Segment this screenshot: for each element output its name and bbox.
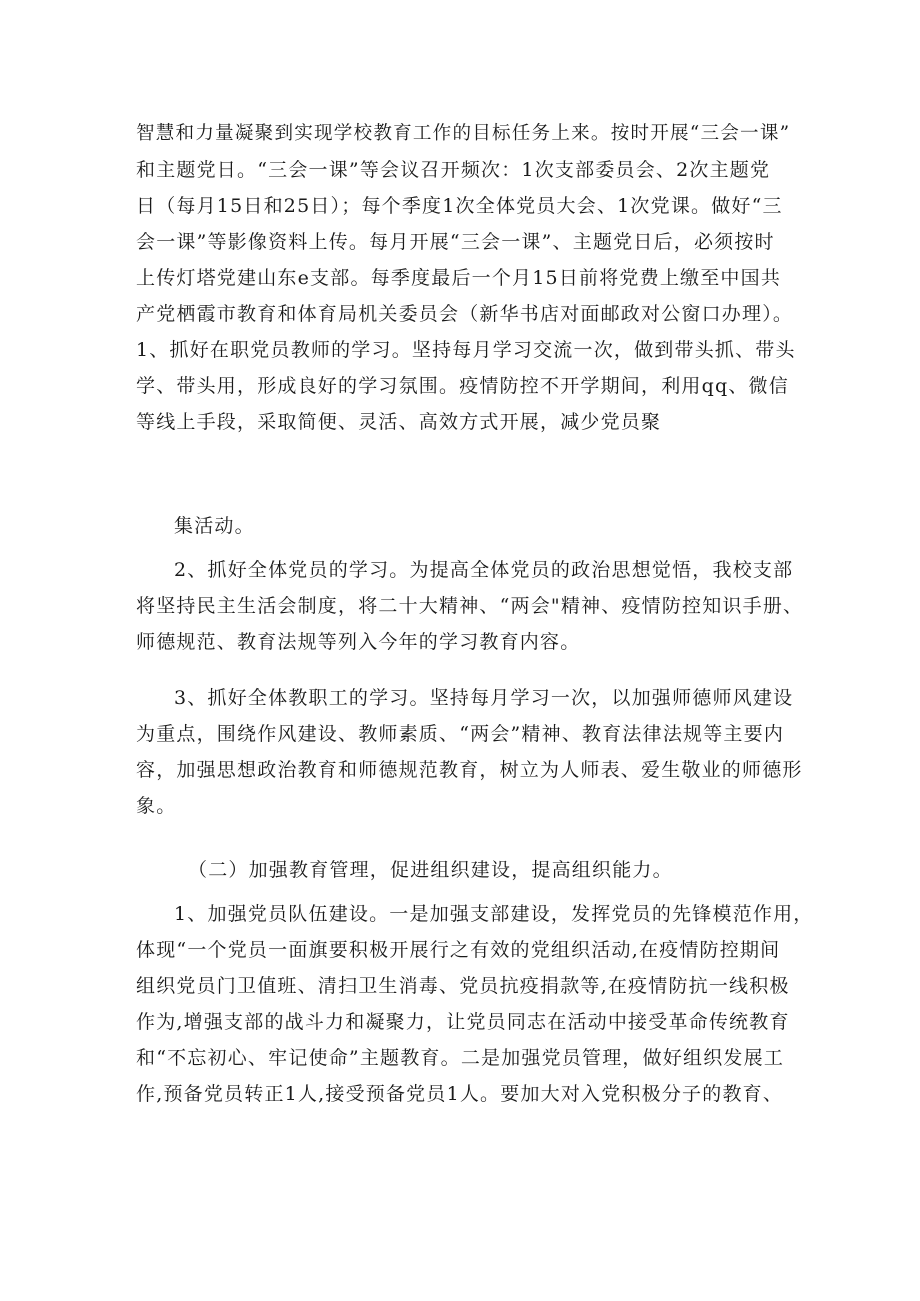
text-line: 智慧和力量凝聚到实现学校教育工作的目标任务上来。按时开展“三会一课”	[136, 123, 791, 144]
text-line: 产党栖霞市教育和体育局机关委员会（新华书店对面邮政对公窗口办理）。	[136, 303, 794, 325]
text-line: 等线上手段，采取简便、灵活、高效方式开展，减少党员聚	[136, 411, 662, 433]
text-line: 日（每月15日和25日）；每个季度1次全体党员大会、1次党课。做好“三	[136, 195, 783, 217]
paragraph-all-members-study	[136, 552, 834, 660]
text-line: 和主题党日。“三会一课”等会议召开频次：1次支部委员会、2次主题党	[136, 159, 771, 181]
text-line: 学、带头用，形成良好的学习氛围。疫情防控不开学期间，利用qq、微信	[136, 375, 789, 397]
text-line: 作为,增强支部的战斗力和凝聚力，让党员同志在活动中接受革命传统教育	[136, 1011, 790, 1033]
text-line: 3、抓好全体教职工的学习。坚持每月学习一次，以加强师德师风建设	[174, 687, 794, 709]
text-line: 为重点，围绕作风建设、教师素质、“两会”精神、教育法律法规等主要内	[136, 723, 785, 745]
paragraph-team-building	[136, 896, 834, 1112]
text-line: 师德规范、教育法规等列入今年的学习教育内容。	[136, 631, 581, 653]
text-line: 1、加强党员队伍建设。一是加强支部建设，发挥党员的先锋模范作用，	[174, 903, 814, 925]
paragraph-party-meetings	[136, 116, 796, 440]
text-line: 1、抓好在职党员教师的学习。坚持每月学习交流一次，做到带头抓、带头	[136, 339, 796, 361]
section-heading-text: （二）加强教育管理，促进组织建设，提高组织能力。	[188, 859, 673, 881]
text-line: 2、抓好全体党员的学习。为提高全体党员的政治思想觉悟，我校支部	[174, 559, 794, 581]
text-line: 会一课”等影像资料上传。每月开展“三会一课”、主题党日后，必须按时	[136, 231, 775, 253]
paragraph-continuation	[136, 508, 834, 544]
section-heading	[136, 852, 848, 888]
text-line: 体现“一个党员一面旗要积极开展行之有效的党组织活动,在疫情防控期间	[136, 939, 781, 961]
text-line: 集活动。	[174, 515, 255, 537]
text-line: 将坚持民主生活会制度，将二十大精神、“两会"精神、疫情防控知识手册、	[136, 595, 804, 617]
paragraph-staff-study	[136, 680, 834, 824]
text-line: 和“不忘初心、牢记使命”主题教育。二是加强党员管理，做好组织发展工	[136, 1047, 785, 1069]
text-line: 容，加强思想政治教育和师德规范教育，树立为人师表、爱生敬业的师德形	[136, 759, 803, 781]
text-line: 上传灯塔党建山东e支部。每季度最后一个月15日前将党费上缴至中国共	[136, 267, 782, 289]
text-line: 象。	[136, 795, 177, 817]
text-line: 组织党员门卫值班、清扫卫生消毒、党员抗疫捐款等,在疫情防抗一线积极	[136, 975, 790, 997]
text-line: 作,预备党员转正1人,接受预备党员1人。要加大对入党积极分子的教育、	[136, 1083, 784, 1105]
